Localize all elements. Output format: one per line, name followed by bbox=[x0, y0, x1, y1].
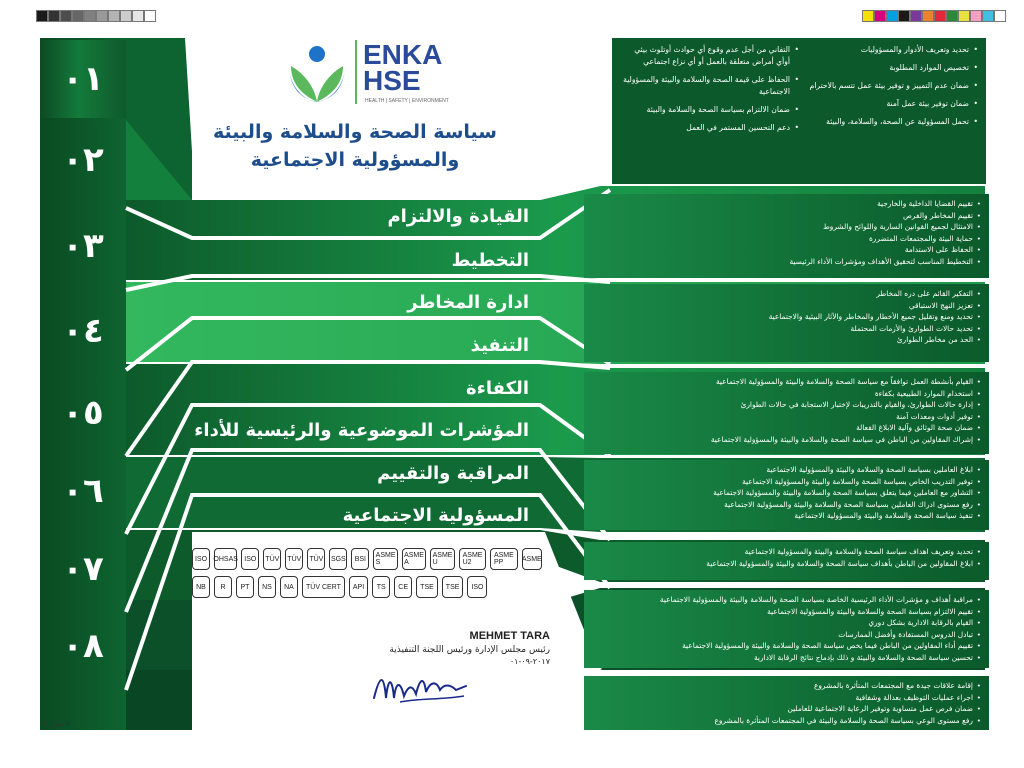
signer-block bbox=[360, 630, 550, 666]
panel-item: • ضمان صحة الوثائق وآلية الابلاغ الفعالة bbox=[590, 422, 981, 434]
intro-item: • تخصيص الموارد المطلوبة bbox=[799, 62, 978, 74]
panel-item: • تقييم القضايا الداخلية والخارجية bbox=[590, 198, 981, 210]
section-title-leadership: القيادة والالتزام bbox=[387, 206, 529, 227]
panel-item: • تنفيذ سياسة الصحة والسلامة والبيئة والمسؤولية الاجتماعية bbox=[590, 510, 981, 522]
panel-item: • الحفاظ على الاستدامة bbox=[590, 244, 981, 256]
certification-badge: NS bbox=[258, 576, 276, 598]
panel-item: • اجراء عمليات التوظيف بعدالة وشفافية bbox=[590, 692, 981, 704]
section-title-risk-management: ادارة المخاطر bbox=[407, 292, 529, 313]
panel-item: • ابلاغ المقاولين من الباطن بأهداف سياسة الصحة والسلامة والبيئة والمسؤولية الاجتماعية bbox=[590, 558, 981, 570]
signer-name: MEHMET TARA bbox=[469, 630, 550, 642]
intro-item: • ضمان الالتزام بسياسة الصحة والسلامة والبيئة bbox=[620, 104, 799, 116]
certification-badge: NA bbox=[280, 576, 298, 598]
panel-item: • إدارة حالات الطوارئ، والقيام بالتدريبات لإختبار الاستجابة في حالات الطوارئ bbox=[590, 399, 981, 411]
certification-badge: API bbox=[349, 576, 368, 598]
enka-hse-logo bbox=[285, 38, 465, 108]
panel-social-responsibility bbox=[584, 676, 989, 730]
section-title-kpi: المؤشرات الموضوعية والرئيسية للأداء bbox=[194, 420, 529, 441]
step-number-5: ٠٥ bbox=[62, 393, 104, 433]
panel-item: • القيام بأنشطة العمل توافقاً مع سياسة الصحة والسلامة والبيئة والمسؤولية الاجتماعية bbox=[590, 376, 981, 388]
certification-badge: TÜV bbox=[263, 548, 281, 570]
intro-item: • التفاني من أجل عدم وقوع أي حوادث أوتلوث بيئي أوأي أمراض متعلقة بالعمل أو أي نزاع اجتماعي bbox=[620, 44, 799, 68]
signature-icon bbox=[370, 668, 470, 710]
cert-row-1 bbox=[192, 548, 542, 570]
certification-badge: PT bbox=[236, 576, 254, 598]
edition-label: الاصدار ٠٣ bbox=[40, 720, 71, 728]
logo-mark-icon bbox=[285, 44, 349, 104]
panel-item: • ابلاغ العاملين بسياسة الصحة والسلامة والبيئة والمسؤولية الاجتماعية bbox=[590, 464, 981, 476]
panel-item: • القيام بالرقابة الادارية بشكل دوري bbox=[590, 617, 981, 629]
panel-item: • الامتثال لجميع القوانين السارية واللوائح والشروط bbox=[590, 221, 981, 233]
certification-badge: NB bbox=[192, 576, 210, 598]
step-number-7: ٠٧ bbox=[62, 549, 104, 589]
certification-badge: ASME PP bbox=[490, 548, 517, 570]
page-title-line2: والمسؤولية الاجتماعية bbox=[250, 149, 460, 171]
panel-item: • مراقبة أهداف و مؤشرات الأداء الرئيسية الخاصة بسياسة الصحة والسلامة والبيئة والمسؤولية الاجتماعية bbox=[590, 594, 981, 606]
section-title-monitoring: المراقبة والتقييم bbox=[377, 463, 529, 484]
certification-badge: TÜV bbox=[285, 548, 303, 570]
certification-badge: TS bbox=[372, 576, 390, 598]
panel-item: • التخطيط المناسب لتحقيق الأهداف ومؤشرات الأداء الرئيسية bbox=[590, 256, 981, 268]
panel-item: • تقييم المخاطر والفرص bbox=[590, 210, 981, 222]
signer-date: ٢٠١٧-٠٩-٠١ bbox=[509, 657, 550, 666]
panel-item: • تحسين سياسة الصحة والسلامة والبيئة و ذلك بإدماج نتائج الرقابة الادارية bbox=[590, 652, 981, 664]
certification-badge: CE bbox=[394, 576, 412, 598]
panel-item: • رفع مستوى الوعي بسياسة الصحة والسلامة والبيئة في المجتمعات المتأثرة بالمشروع bbox=[590, 715, 981, 727]
certification-badge: ASME A bbox=[402, 548, 426, 570]
certification-badge: TSE bbox=[416, 576, 438, 598]
certification-badge: ASME S bbox=[373, 548, 398, 570]
panel-item: • إشراك المقاولين من الباطن في سياسة الصحة والسلامة والبيئة والمسؤولية الاجتماعية bbox=[590, 434, 981, 446]
certification-badge: ISO bbox=[467, 576, 487, 598]
certification-logos bbox=[192, 548, 542, 604]
panel-item: • تقييم الالتزام بسياسة الصحة والسلامة والبيئة والمسؤولية الاجتماعية bbox=[590, 606, 981, 618]
intro-item: • ضمان توفير بيئة عمل آمنة bbox=[799, 98, 978, 110]
panel-item: • التشاور مع العاملين فيما يتعلق بسياسة الصحة والسلامة والبيئة والمسؤولية الاجتماعية bbox=[590, 487, 981, 499]
panel-item: • تحديد وتعريف اهداف سياسة الصحة والسلامة والبيئة والمسؤولية الاجتماعية bbox=[590, 546, 981, 558]
panel-item: • تحديد ومنع وتقليل جميع الأخطار والمخاطر والآثار البيئية والاجتماعية bbox=[590, 311, 981, 323]
panel-risk-management bbox=[584, 284, 989, 362]
intro-item: • تحديد وتعريف الأدوار والمسؤوليات bbox=[799, 44, 978, 56]
intro-item: • الحفاظ على قيمة الصحة والسلامة والبيئة والمسؤولية الاجتماعية bbox=[620, 74, 799, 98]
certification-badge: OHSAS bbox=[214, 548, 237, 570]
certification-badge: TÜV CERT bbox=[302, 576, 345, 598]
intro-panel bbox=[612, 38, 986, 184]
panel-item: • تعزيز النهج الاستباقي bbox=[590, 300, 981, 312]
intro-left-column bbox=[620, 44, 799, 178]
panel-item: • توفير أدوات ومعدات آمنة bbox=[590, 411, 981, 423]
certification-badge: SGS bbox=[329, 548, 347, 570]
section-title-planning: التخطيط bbox=[451, 250, 529, 271]
panel-monitoring bbox=[584, 590, 989, 668]
step-number-1: ٠١ bbox=[40, 40, 126, 118]
panel-kpi bbox=[584, 542, 989, 580]
panel-item: • إقامة علاقات جيدة مع المجتمعات المتأثرة بالمشروع bbox=[590, 680, 981, 692]
panel-planning bbox=[584, 194, 989, 278]
panel-item: • تقييم أداء المقاولين من الباطن فيما يخص سياسة الصحة والسلامة والبيئة والمسؤولية الاجتماعية bbox=[590, 640, 981, 652]
logo-tagline: HEALTH | SAFETY | ENVIRONMENT bbox=[365, 98, 449, 104]
certification-badge: R bbox=[214, 576, 232, 598]
panel-competence bbox=[584, 460, 989, 530]
logo-brand-line1: ENKA bbox=[363, 39, 443, 70]
logo-brand-line2: HSE bbox=[363, 65, 421, 96]
logo-brand bbox=[363, 39, 443, 96]
panel-item: • التفكير القائم على دره المخاطر bbox=[590, 288, 981, 300]
step-number-3: ٠٣ bbox=[62, 226, 104, 266]
intro-right-column bbox=[799, 44, 978, 178]
section-title-implementation: التنفيذ bbox=[470, 335, 529, 356]
certification-badge: BSI bbox=[351, 548, 369, 570]
panel-item: • توفير التدريب الخاص بسياسة الصحة والسلامة والبيئة والمسؤولية الاجتماعية bbox=[590, 476, 981, 488]
section-title-competence: الكفاءة bbox=[466, 378, 529, 399]
certification-badge: TÜV bbox=[307, 548, 325, 570]
certification-badge: ISO bbox=[241, 548, 259, 570]
step-number-6: ٠٦ bbox=[62, 471, 104, 511]
step-number-8: ٠٨ bbox=[62, 626, 104, 666]
intro-item: • دعم التحسين المستمر في العمل bbox=[620, 122, 799, 134]
panel-item: • تبادل الدروس المستفادة وأفضل الممارسات bbox=[590, 629, 981, 641]
panel-implementation bbox=[584, 372, 989, 454]
logo-divider bbox=[355, 40, 357, 104]
panel-item: • استخدام الموارد الطبيعية بكفاءة bbox=[590, 388, 981, 400]
step-number-4: ٠٤ bbox=[62, 311, 104, 351]
intro-item: • تحمل المسؤولية عن الصحة، والسلامة، والبيئة bbox=[799, 116, 978, 128]
intro-item: • ضمان عدم التمييز و توفير بيئة عمل تتسم بالاحترام bbox=[799, 80, 978, 92]
panel-item: • ضمان فرص عمل متساوية وتوفير الرعاية الاجتماعية للعاملين bbox=[590, 703, 981, 715]
panel-item: • حماية البيئة والمجتمعات المتضررة bbox=[590, 233, 981, 245]
certification-badge: TSE bbox=[442, 576, 464, 598]
page-title bbox=[195, 118, 515, 174]
panel-item: • الحد من مخاطر الطوارئ bbox=[590, 334, 981, 346]
section-title-social-responsibility: المسؤولية الاجتماعية bbox=[342, 505, 529, 526]
panel-item: • تحديد حالات الطوارئ والأزمات المحتملة bbox=[590, 323, 981, 335]
cert-row-2 bbox=[192, 576, 542, 598]
step-number-2: ٠٢ bbox=[62, 140, 104, 180]
signer-role: رئيس مجلس الإدارة ورئيس اللجنة التنفيذية bbox=[389, 645, 550, 655]
certification-badge: ASME U2 bbox=[459, 548, 486, 570]
certification-badge: ISO bbox=[192, 548, 210, 570]
certification-badge: ASME bbox=[522, 548, 542, 570]
certification-badge: ASME U bbox=[430, 548, 455, 570]
panel-item: • رفع مستوى ادراك العاملين بسياسة الصحة والسلامة والبيئة والمسؤولية الاجتماعية bbox=[590, 499, 981, 511]
page-title-line1: سياسة الصحة والسلامة والبيئة bbox=[213, 121, 497, 143]
